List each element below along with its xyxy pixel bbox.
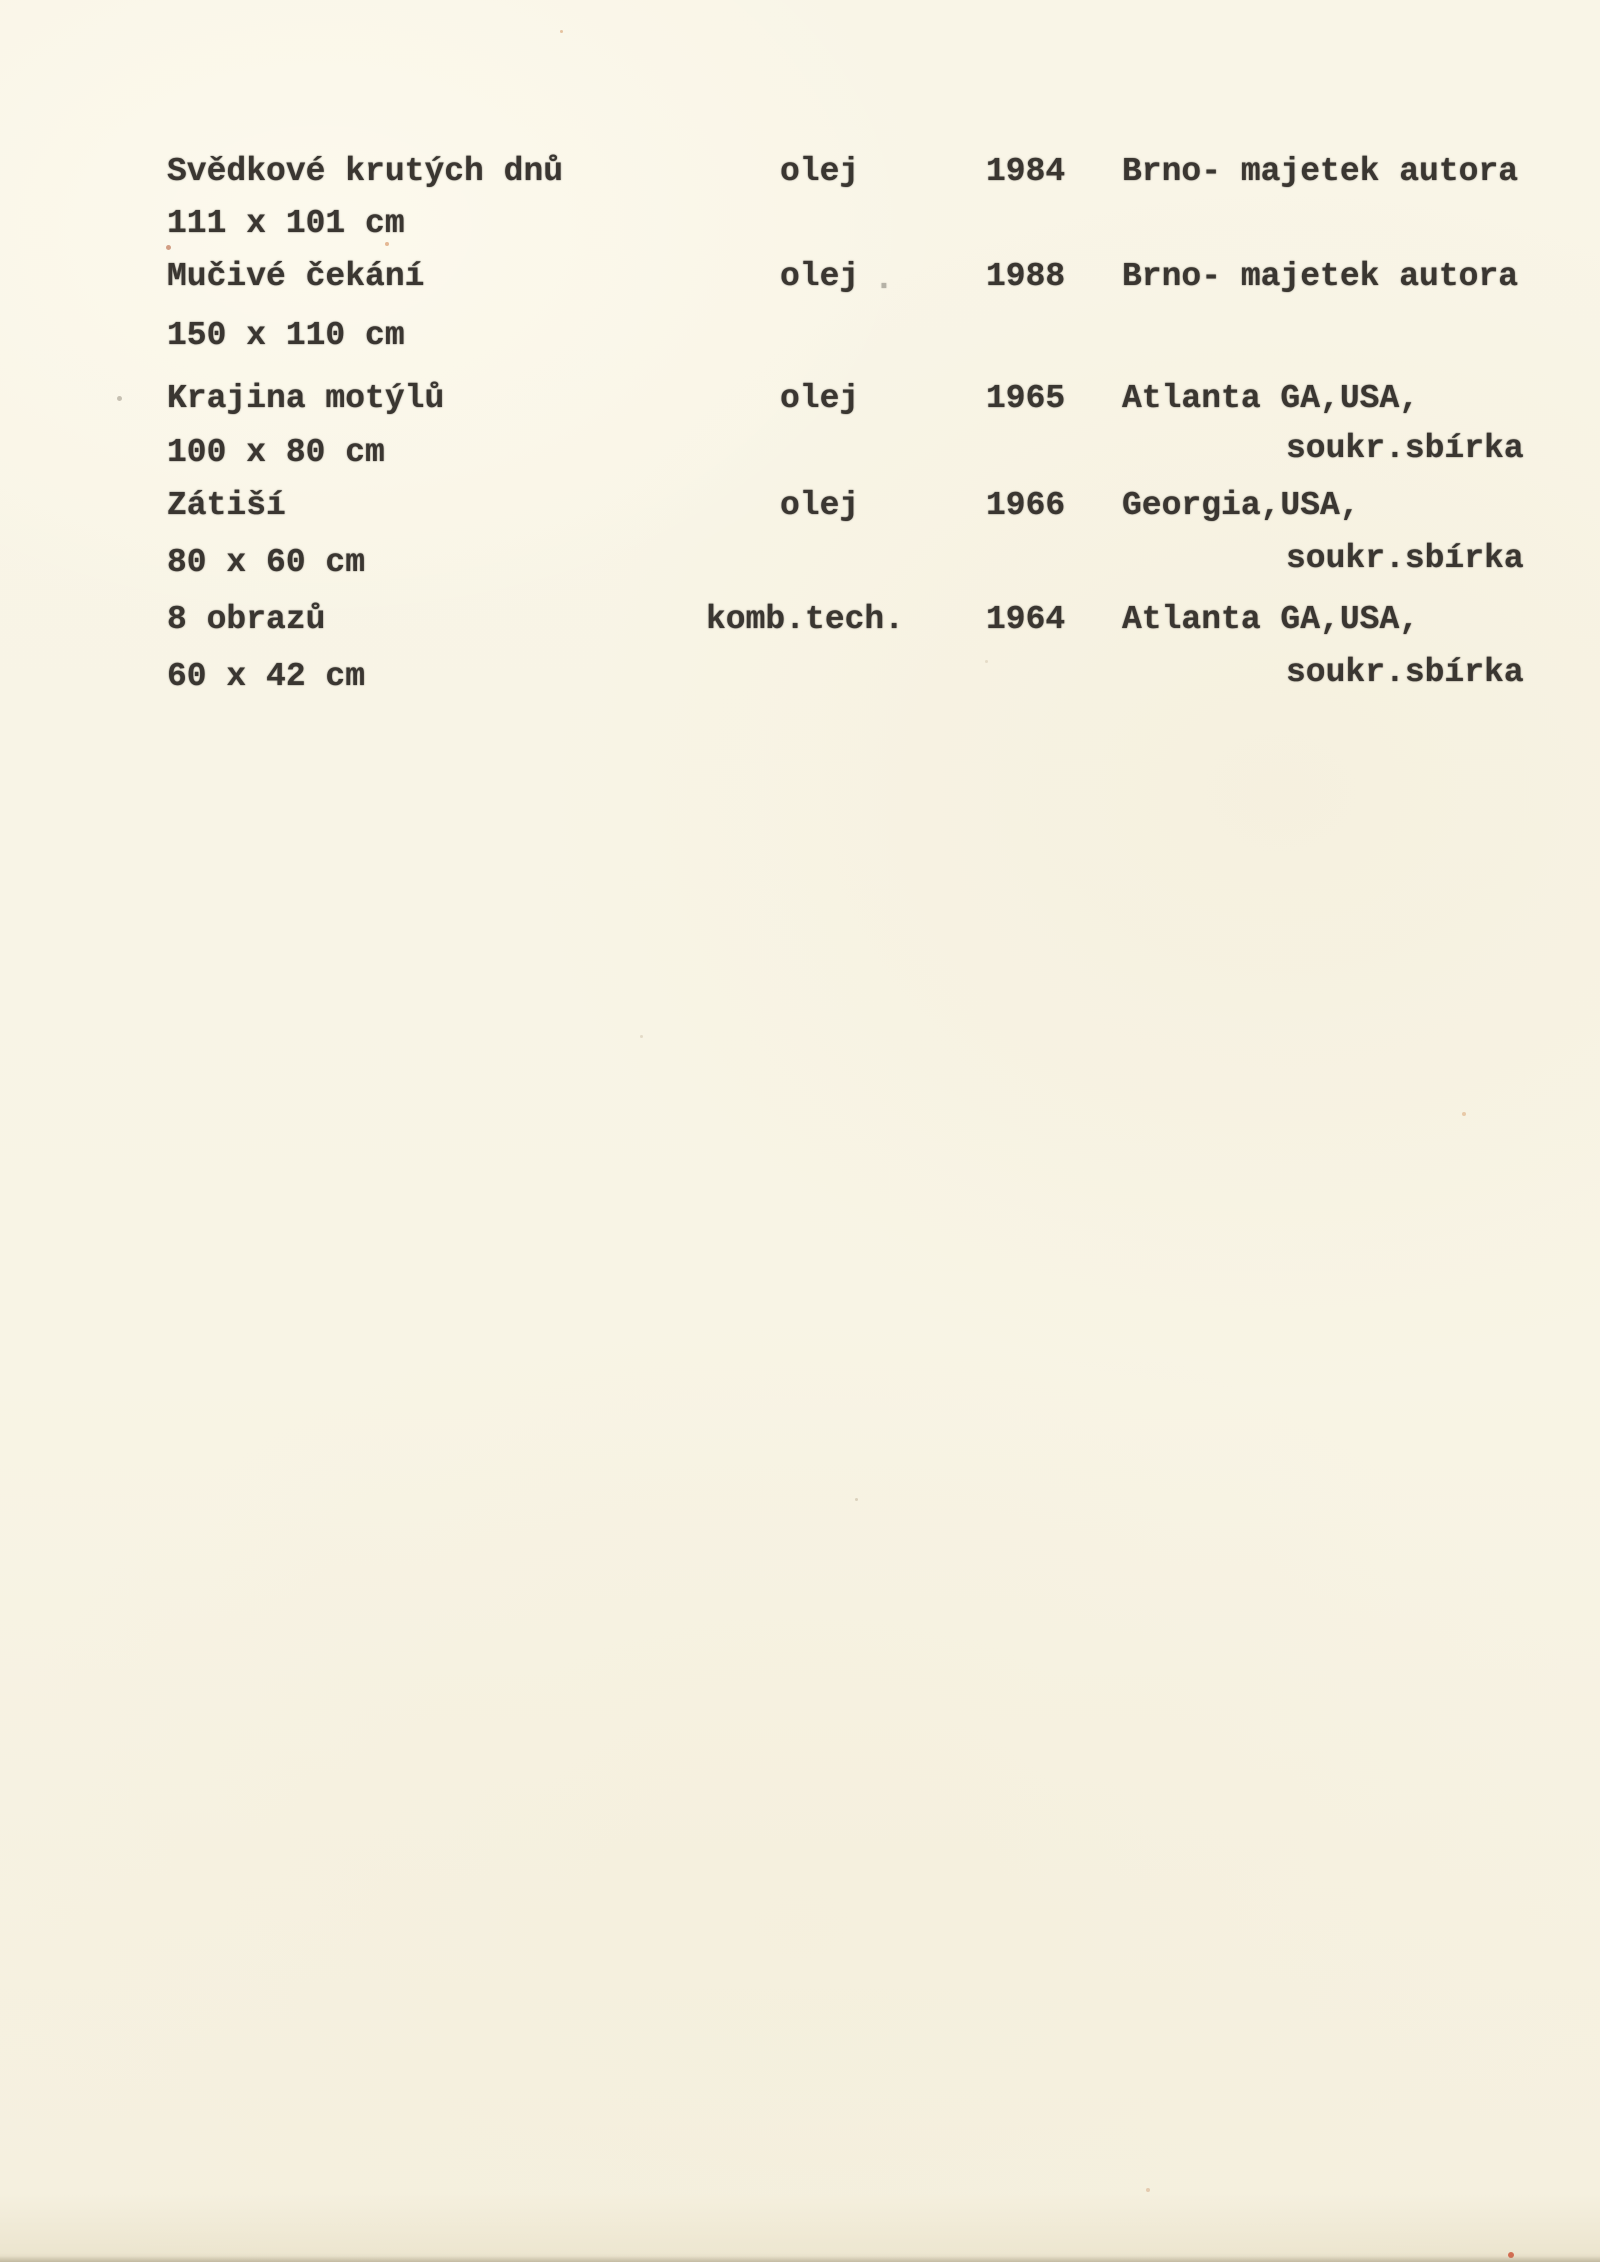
artwork-dimensions: 100 x 80 cm — [167, 434, 385, 471]
artwork-technique: olej — [780, 487, 860, 524]
artwork-year: 1984 — [986, 153, 1066, 190]
paper-speck — [560, 30, 563, 33]
artwork-technique: olej — [780, 380, 860, 417]
artwork-location-line2: soukr.sbírka — [1286, 540, 1524, 577]
paper-speck — [1462, 1112, 1466, 1116]
artwork-dimensions: 111 x 101 cm — [167, 205, 405, 242]
artwork-title: 8 obrazů — [167, 601, 326, 638]
artwork-dimensions: 60 x 42 cm — [167, 658, 366, 695]
artwork-row — [0, 601, 1600, 721]
artwork-row — [0, 258, 1600, 378]
artwork-row — [0, 380, 1600, 500]
artwork-title: Mučivé čekání — [167, 258, 425, 295]
artwork-row — [0, 487, 1600, 607]
artwork-year: 1966 — [986, 487, 1066, 524]
paper-speck — [640, 1035, 643, 1038]
paper-speck — [166, 245, 171, 250]
paper-speck — [385, 242, 389, 246]
artwork-title: Svědkové krutých dnů — [167, 153, 564, 190]
artwork-row — [0, 153, 1600, 273]
stray-ink-dot: . — [874, 261, 894, 298]
artwork-location: Georgia,USA, — [1122, 487, 1360, 524]
artwork-location: Brno- majetek autora — [1122, 153, 1519, 190]
artwork-technique: komb.tech. — [706, 601, 905, 638]
artwork-dimensions: 150 x 110 cm — [167, 317, 405, 354]
paper-speck — [1146, 2188, 1150, 2192]
artwork-year: 1988 — [986, 258, 1066, 295]
artwork-location: Atlanta GA,USA, — [1122, 380, 1420, 417]
artwork-title: Krajina motýlů — [167, 380, 445, 417]
artwork-year: 1964 — [986, 601, 1066, 638]
artwork-dimensions: 80 x 60 cm — [167, 544, 366, 581]
artwork-location: Brno- majetek autora — [1122, 258, 1519, 295]
artwork-location: Atlanta GA,USA, — [1122, 601, 1420, 638]
artwork-location-line2: soukr.sbírka — [1286, 430, 1524, 467]
paper-speck — [855, 1498, 858, 1501]
artwork-location-line2: soukr.sbírka — [1286, 654, 1524, 691]
artwork-technique: olej — [780, 258, 860, 295]
artwork-title: Zátiší — [167, 487, 286, 524]
page-bottom-edge — [0, 2256, 1600, 2262]
paper-speck — [117, 396, 122, 401]
artwork-technique: olej — [780, 153, 860, 190]
artwork-year: 1965 — [986, 380, 1066, 417]
paper-speck — [985, 660, 988, 663]
